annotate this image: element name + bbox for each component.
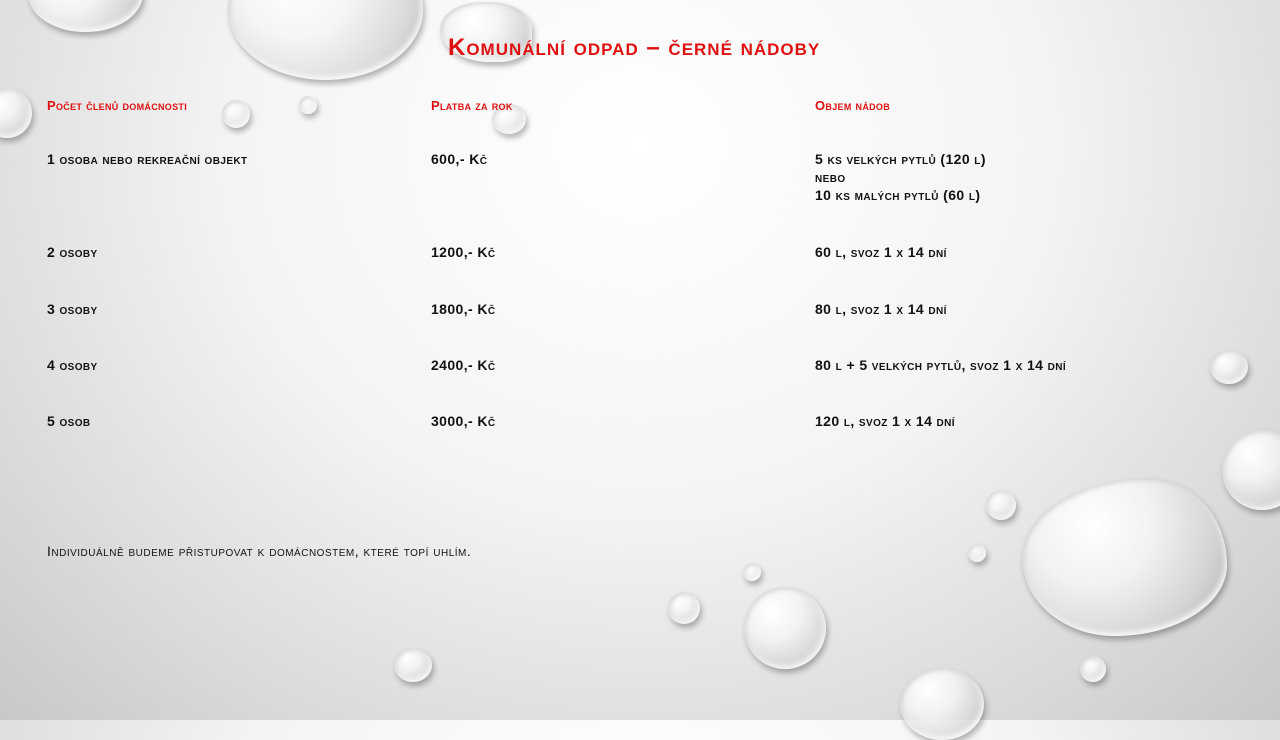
row-volume [815, 150, 986, 204]
row-payment: 1800,- Kč [431, 301, 496, 317]
row-members: 4 osoby [47, 357, 98, 373]
water-drop-decoration [743, 563, 761, 581]
footnote: Individuálně budeme přistupovat k domácnostem, které topí uhlím. [47, 543, 472, 559]
water-drop-decoration [1022, 478, 1227, 636]
water-drop-decoration [394, 648, 432, 682]
water-drop-decoration [900, 668, 984, 740]
water-drop-decoration [1210, 350, 1248, 384]
header-members: Počet členů domácnosti [47, 98, 187, 113]
row-volume: 120 l, svoz 1 x 14 dní [815, 413, 955, 429]
row-volume: 80 l, svoz 1 x 14 dní [815, 301, 947, 317]
row-members: 5 osob [47, 413, 91, 429]
row-payment: 3000,- Kč [431, 413, 496, 429]
row-members: 2 osoby [47, 244, 98, 260]
water-drop-decoration [1222, 430, 1280, 510]
slide-title: Komunální odpad – černé nádoby [448, 34, 821, 61]
water-drop-decoration [222, 100, 250, 128]
row-payment: 600,- Kč [431, 151, 488, 167]
row-payment: 2400,- Kč [431, 357, 496, 373]
row-members: 3 osoby [47, 301, 98, 317]
row-volume: 80 l + 5 velkých pytlů, svoz 1 x 14 dní [815, 357, 1067, 373]
water-drop-decoration [228, 0, 423, 80]
water-drop-decoration [968, 544, 986, 562]
row-volume-line: 5 ks velkých pytlů (120 l) [815, 151, 986, 167]
header-volume: Objem nádob [815, 98, 891, 113]
row-volume: 60 l, svoz 1 x 14 dní [815, 244, 947, 260]
row-volume-line: 10 ks malých pytlů (60 l) [815, 187, 981, 203]
row-members: 1 osoba nebo rekreační objekt [47, 151, 248, 167]
water-drop-decoration [28, 0, 143, 32]
water-drop-decoration [299, 96, 317, 114]
row-volume-line: nebo [815, 169, 846, 185]
header-payment: Platba za rok [431, 98, 513, 113]
water-drop-decoration [668, 592, 700, 624]
row-payment: 1200,- Kč [431, 244, 496, 260]
water-drop-decoration [744, 587, 826, 669]
water-drop-decoration [1080, 656, 1106, 682]
water-drop-decoration [986, 490, 1016, 520]
water-drop-decoration [0, 88, 32, 138]
